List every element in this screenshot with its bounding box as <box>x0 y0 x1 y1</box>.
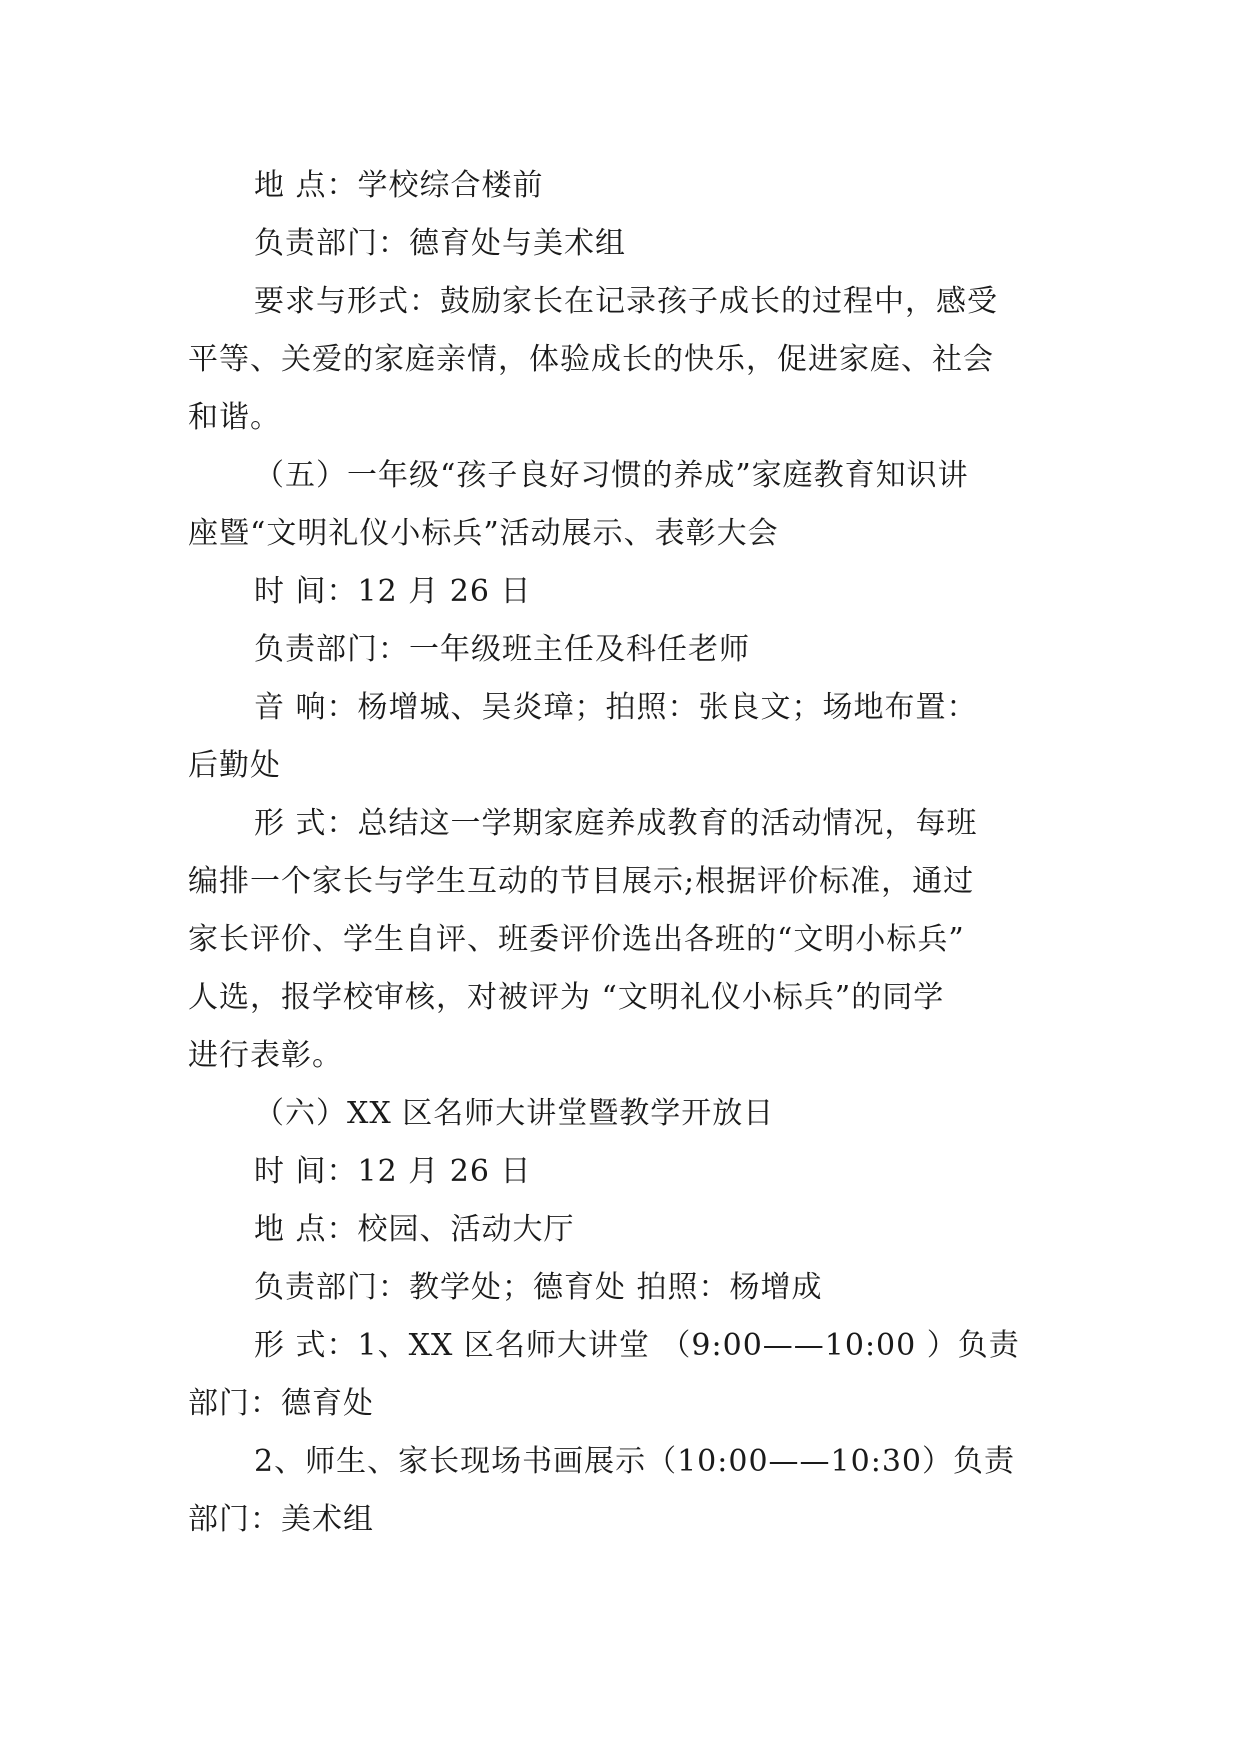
document-body <box>188 157 1048 1549</box>
staff-line: 音 响：杨增城、吴炎璋；拍照：张良文；场地布置： <box>254 690 978 725</box>
format-line: 形 式：1、XX 区名师大讲堂 （9:00——10:00 ）负责 <box>254 1328 1020 1363</box>
section-six-heading: （六）XX 区名师大讲堂暨教学开放日 <box>254 1096 775 1131</box>
department-line: 负责部门：德育处与美术组 <box>254 226 626 261</box>
section-five-heading: （五）一年级“孩子良好习惯的养成”家庭教育知识讲 <box>254 458 969 493</box>
exhibition-line: 2、师生、家长现场书画展示（10:00——10:30）负责 <box>254 1444 1015 1479</box>
location-line: 地 点：校园、活动大厅 <box>254 1212 575 1247</box>
section-five-heading-cont: 座暨“文明礼仪小标兵”活动展示、表彰大会 <box>188 516 779 551</box>
requirements-line: 要求与形式：鼓励家长在记录孩子成长的过程中，感受 <box>254 284 998 319</box>
department-line: 负责部门：一年级班主任及科任老师 <box>254 632 750 667</box>
format-line-cont: 编排一个家长与学生互动的节目展示;根据评价标准，通过 <box>188 864 975 899</box>
requirements-line-cont: 平等、关爱的家庭亲情，体验成长的快乐，促进家庭、社会 <box>188 342 994 377</box>
time-line: 时 间：12 月 26 日 <box>254 574 532 609</box>
format-line-end: 进行表彰。 <box>188 1038 343 1073</box>
exhibition-line-cont: 部门：美术组 <box>188 1502 374 1537</box>
format-line-cont: 部门：德育处 <box>188 1386 374 1421</box>
format-line: 形 式：总结这一学期家庭养成教育的活动情况，每班 <box>254 806 978 841</box>
staff-line-cont: 后勤处 <box>188 748 281 783</box>
time-line: 时 间：12 月 26 日 <box>254 1154 532 1189</box>
requirements-line-end: 和谐。 <box>188 400 281 435</box>
format-line-cont: 人选，报学校审核，对被评为 “文明礼仪小标兵”的同学 <box>188 980 945 1015</box>
format-line-cont: 家长评价、学生自评、班委评价选出各班的“文明小标兵” <box>188 922 965 957</box>
department-line: 负责部门：教学处；德育处 拍照：杨增成 <box>254 1270 823 1305</box>
location-line: 地 点：学校综合楼前 <box>254 168 544 203</box>
